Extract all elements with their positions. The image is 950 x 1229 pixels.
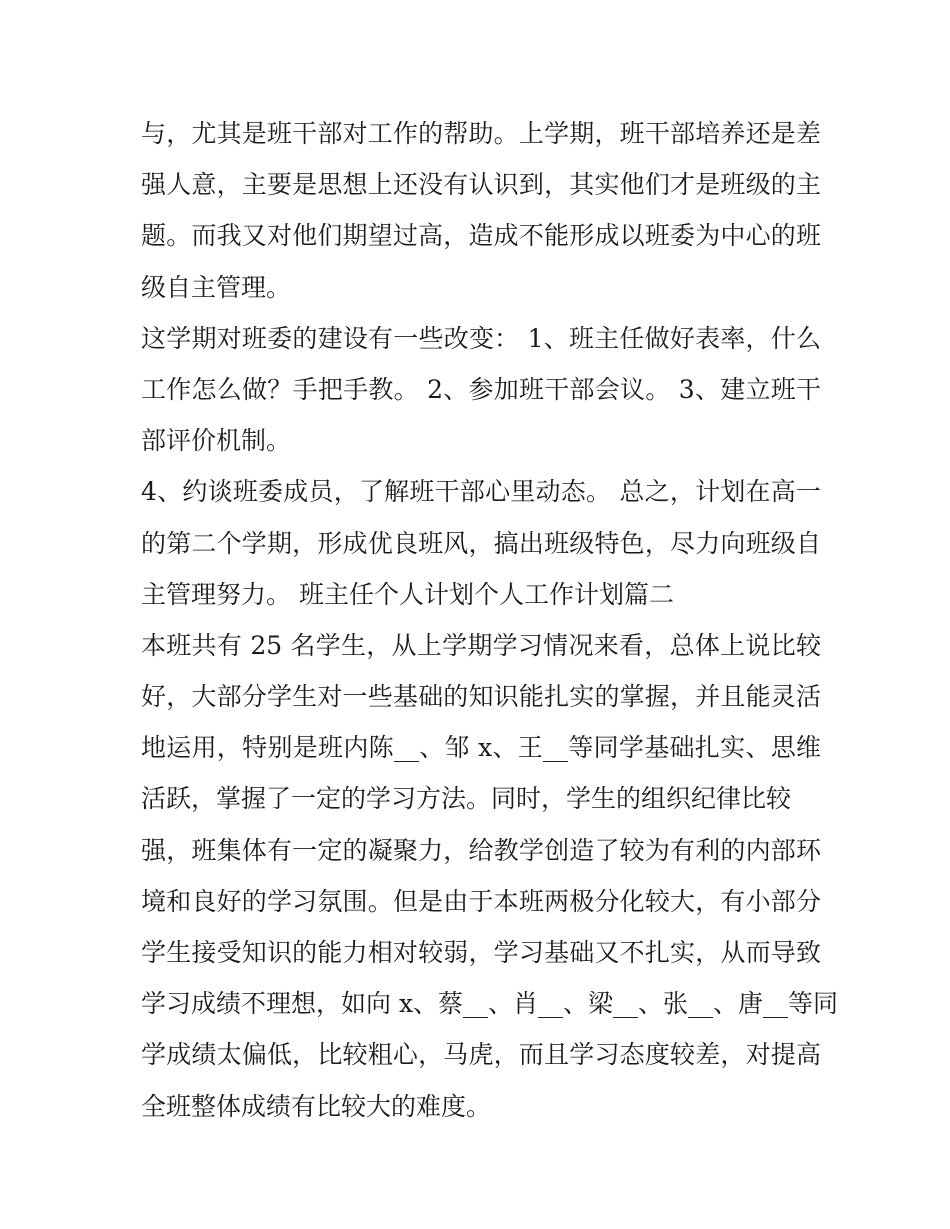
text-line: 学习成绩不理想，如向 x、蔡__、肖__、梁__、张__、唐__等同 — [141, 989, 839, 1019]
text-line: 级自主管理。 — [141, 272, 292, 302]
document-body — [141, 108, 839, 1132]
text-line: 全班整体成绩有比较大的难度。 — [141, 1091, 492, 1121]
text-line: 本班共有 25 名学生，从上学期学习情况来看，总体上说比较 — [141, 630, 821, 660]
paragraph — [141, 108, 821, 313]
text-line: 强人意，主要是思想上还没有认识到，其实他们才是班级的主 — [141, 170, 821, 200]
text-line: 学成绩太偏低，比较粗心，马虎，而且学习态度较差，对提高 — [141, 1040, 821, 1070]
text-line: 工作怎么做？手把手教。 2、参加班干部会议。 3、建立班干 — [141, 374, 821, 404]
text-line: 的第二个学期，形成优良班风，搞出班级特色，尽力向班级自 — [141, 528, 821, 558]
text-line: 与，尤其是班干部对工作的帮助。上学期，班干部培养还是差 — [141, 119, 821, 148]
text-line: 好，大部分学生对一些基础的知识能扎实的掌握，并且能灵活 — [141, 682, 821, 712]
text-line: 主管理努力。 班主任个人计划个人工作计划篇二 — [141, 579, 674, 609]
paragraph — [141, 620, 839, 1132]
text-line: 地运用，特别是班内陈__、邹 x、王__等同学基础扎实、思维 — [141, 733, 821, 763]
text-line: 这学期对班委的建设有一些改变： 1、班主任做好表率，什么 — [141, 323, 821, 353]
text-line: 强，班集体有一定的凝聚力，给教学创造了较为有利的内部环 — [141, 835, 821, 865]
text-line: 活跃，掌握了一定的学习方法。同时，学生的组织纪律比较 — [141, 784, 792, 814]
text-line: 题。而我又对他们期望过高，造成不能形成以班委为中心的班 — [141, 221, 821, 251]
text-line: 境和良好的学习氛围。但是由于本班两极分化较大，有小部分 — [141, 886, 821, 916]
paragraph — [141, 313, 821, 467]
paragraph — [141, 466, 821, 620]
text-line: 学生接受知识的能力相对较弱，学习基础又不扎实，从而导致 — [141, 938, 821, 967]
text-line: 部评价机制。 — [141, 426, 292, 456]
text-line: 4、约谈班委成员，了解班干部心里动态。 总之，计划在高一 — [141, 477, 821, 507]
